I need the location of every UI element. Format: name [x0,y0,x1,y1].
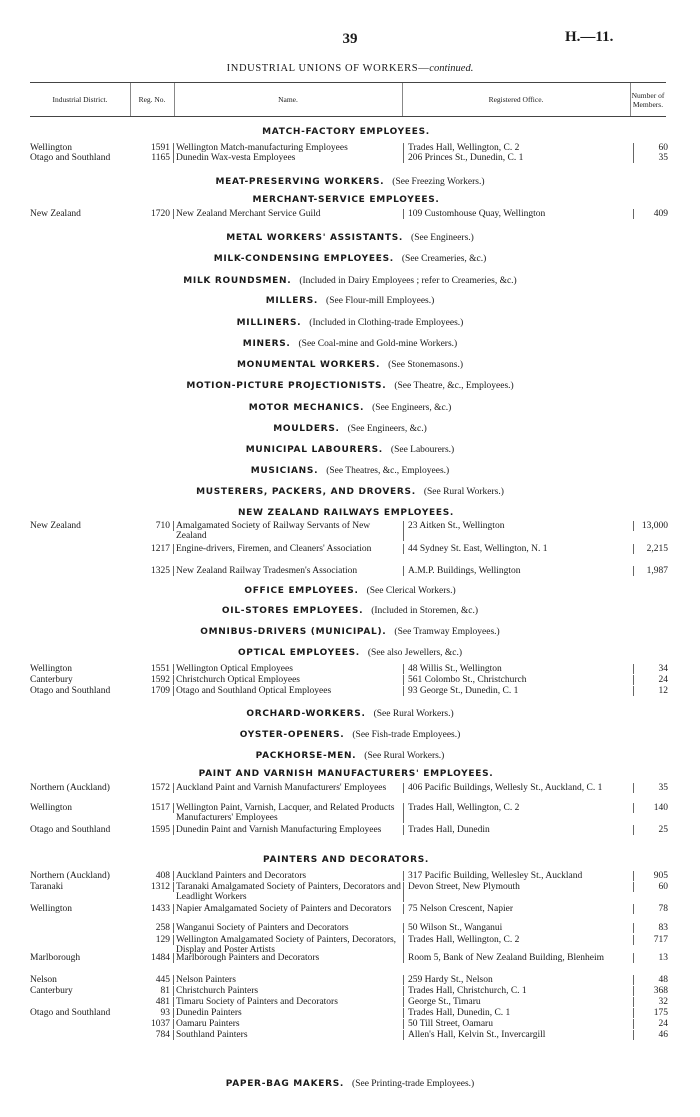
page-title [0,63,700,74]
cell-district: Wellington [30,664,72,674]
section-title: PACKHORSE-MEN. [255,751,357,761]
section-heading [0,627,700,637]
cell-reg: 81 [130,986,174,996]
section-heading [0,508,700,518]
cell-district: Wellington [30,803,72,813]
cell-name: Auckland Paint and Varnish Manufacturers' Employees [176,783,404,793]
cell-members: 24 [658,1019,668,1029]
section-heading [0,855,700,865]
cell-reg: 93 [130,1008,174,1018]
section-title: MILLINERS. [236,318,302,328]
cell-district: Otago and Southland [30,686,111,696]
section-heading [0,360,700,370]
section-note: (See Rural Workers.) [373,709,454,719]
cell-members: 60 [658,882,668,892]
cell-members: 35 [658,153,668,163]
cell-name: Southland Painters [176,1030,404,1040]
cell-reg: 258 [130,923,174,933]
cell-office: 44 Sydney St. East, Wellington, N. 1 [408,544,634,554]
section-heading [0,233,700,243]
cell-reg: 1312 [130,882,174,892]
cell-members: 35 [658,783,668,793]
cell-name: Engine-drivers, Firemen, and Cleaners' Association [176,544,404,554]
section-title: MONUMENTAL WORKERS. [236,360,381,370]
section-heading [0,606,700,616]
header-members: Number of Members. [631,90,665,109]
cell-reg: 1517 [130,803,174,813]
cell-name: New Zealand Merchant Service Guild [176,209,404,219]
cell-name: Wellington Paint, Varnish, Lacquer, and Related Products Manufacturers' Employees [176,803,404,823]
section-heading [0,339,700,349]
cell-name: Otago and Southland Optical Employees [176,686,404,696]
section-note: (Included in Dairy Employees ; refer to Creameries, &c.) [299,276,517,286]
cell-members: 60 [658,143,668,153]
page-reference: H.—11. [565,29,614,45]
section-heading [0,403,700,413]
cell-reg: 1433 [130,904,174,914]
cell-district: Nelson [30,975,57,985]
cell-district: Otago and Southland [30,1008,111,1018]
cell-reg: 1595 [130,825,174,835]
section-heading [0,730,700,740]
section-title: MATCH-FACTORY EMPLOYEES. [262,127,430,137]
cell-members: 25 [658,825,668,835]
cell-members: 140 [653,803,668,813]
section-title: ORCHARD-WORKERS. [246,709,366,719]
cell-office: 75 Nelson Crescent, Napier [408,904,634,914]
cell-members: 905 [653,871,668,881]
cell-office: 406 Pacific Buildings, Wellesly St., Auckland, C. 1 [408,783,634,793]
cell-office: 109 Customhouse Quay, Wellington [408,209,634,219]
section-note: (See Rural Workers.) [423,487,504,497]
cell-members: 13 [658,953,668,963]
section-heading [0,318,700,328]
section-title: OPTICAL EMPLOYEES. [237,648,360,658]
cell-name: Christchurch Painters [176,986,404,996]
section-heading [0,1079,700,1089]
section-note: (See Tramway Employees.) [394,627,500,637]
cell-reg: 481 [130,997,174,1007]
cell-members: 78 [658,904,668,914]
section-heading [0,466,700,476]
cell-district: Northern (Auckland) [30,783,110,793]
cell-reg: 1165 [130,153,174,163]
section-title: OIL-STORES EMPLOYEES. [221,606,364,616]
section-note: (See Printing-trade Employees.) [352,1079,475,1089]
cell-reg: 1720 [130,209,174,219]
title-continued: continued. [429,63,474,74]
cell-office: Allen's Hall, Kelvin St., Invercargill [408,1030,634,1040]
section-heading [0,648,700,658]
section-note: (See Stonemasons.) [388,360,464,370]
cell-name: Oamaru Painters [176,1019,404,1029]
section-heading [0,381,700,391]
cell-reg: 1592 [130,675,174,685]
section-heading [0,296,700,306]
cell-name: Marlborough Painters and Decorators [176,953,404,963]
section-title: MILLERS. [265,296,319,306]
cell-reg: 1551 [130,664,174,674]
cell-district: Canterbury [30,675,73,685]
cell-office: Trades Hall, Wellington, C. 2 [408,935,634,945]
section-note: (Included in Clothing-trade Employees.) [309,318,464,328]
cell-name: Wellington Match-manufacturing Employees [176,143,404,153]
cell-office: Devon Street, New Plymouth [408,882,634,892]
cell-members: 83 [658,923,668,933]
cell-name: Dunedin Paint and Varnish Manufacturing Employees [176,825,404,835]
cell-office: Trades Hall, Christchurch, C. 1 [408,986,634,996]
cell-reg: 1325 [130,566,174,576]
cell-office: 48 Willis St., Wellington [408,664,634,674]
section-title: PAPER-BAG MAKERS. [225,1079,345,1089]
cell-members: 2,215 [646,544,668,554]
cell-office: 317 Pacific Building, Wellesley St., Auckland [408,871,634,881]
cell-name: New Zealand Railway Tradesmen's Association [176,566,404,576]
cell-office: 259 Hardy St., Nelson [408,975,634,985]
section-title: MILK ROUNDSMEN. [183,276,292,286]
section-heading [0,586,700,596]
cell-office: 206 Princes St., Dunedin, C. 1 [408,153,634,163]
section-note: (See Engineers.) [411,233,474,243]
cell-name: Dunedin Painters [176,1008,404,1018]
section-title: PAINTERS AND DECORATORS. [262,855,430,865]
section-title: MUNICIPAL LABOURERS. [245,445,383,455]
section-note: (See Rural Workers.) [364,751,445,761]
cell-office: Trades Hall, Dunedin, C. 1 [408,1008,634,1018]
cell-office: George St., Timaru [408,997,634,1007]
cell-name: Napier Amalgamated Society of Painters and Decorators [176,904,404,914]
cell-office: Trades Hall, Dunedin [408,825,634,835]
cell-district: Otago and Southland [30,153,111,163]
cell-district: New Zealand [30,521,81,531]
cell-office: A.M.P. Buildings, Wellington [408,566,634,576]
page-number: 39 [342,31,358,47]
cell-reg: 1217 [130,544,174,554]
section-heading [0,177,700,187]
cell-office: Trades Hall, Wellington, C. 2 [408,143,634,153]
section-title: MERCHANT-SERVICE EMPLOYEES. [252,195,440,205]
section-title: MUSICIANS. [250,466,319,476]
cell-reg: 784 [130,1030,174,1040]
cell-district: Marlborough [30,953,81,963]
section-note: (See Clerical Workers.) [366,586,456,596]
section-title: NEW ZEALAND RAILWAYS EMPLOYEES. [237,508,455,518]
header-district: Industrial District. [30,83,131,116]
cell-name: Wanganui Society of Painters and Decorators [176,923,404,933]
cell-reg: 445 [130,975,174,985]
title-main: INDUSTRIAL UNIONS OF WORKERS— [226,63,430,74]
section-title: MUSTERERS, PACKERS, AND DROVERS. [196,487,416,497]
cell-members: 32 [658,997,668,1007]
table-header [30,82,666,117]
section-title: OYSTER-OPENERS. [239,730,345,740]
section-note: (See Theatre, &c., Employees.) [394,381,514,391]
section-heading [0,445,700,455]
cell-name: Christchurch Optical Employees [176,675,404,685]
section-note: (See Theatres, &c., Employees.) [326,466,450,476]
cell-office: 23 Aitken St., Wellington [408,521,634,531]
cell-office: Trades Hall, Wellington, C. 2 [408,803,634,813]
cell-name: Taranaki Amalgamated Society of Painters, Decorators and Leadlight Workers [176,882,404,902]
section-note: (See Coal-mine and Gold-mine Workers.) [298,339,458,349]
cell-members: 13,000 [641,521,668,531]
cell-members: 24 [658,675,668,685]
cell-reg: 1037 [130,1019,174,1029]
cell-name: Dunedin Wax-vesta Employees [176,153,404,163]
cell-office: 50 Wilson St., Wanganui [408,923,634,933]
cell-reg: 1484 [130,953,174,963]
section-note: (See Creameries, &c.) [401,254,487,264]
section-note: (See Engineers, &c.) [372,403,452,413]
section-heading [0,127,700,137]
section-title: MOTION-PICTURE PROJECTIONISTS. [186,381,387,391]
section-title: OFFICE EMPLOYEES. [244,586,359,596]
header-reg: Reg. No. [130,83,175,116]
section-heading [0,751,700,761]
cell-members: 46 [658,1030,668,1040]
cell-reg: 710 [130,521,174,531]
cell-members: 12 [658,686,668,696]
section-heading [0,424,700,434]
section-note: (See Fish-trade Employees.) [352,730,461,740]
cell-district: Otago and Southland [30,825,111,835]
cell-district: Wellington [30,904,72,914]
header-name: Name. [174,83,403,116]
cell-members: 48 [658,975,668,985]
cell-members: 717 [653,935,668,945]
cell-members: 368 [653,986,668,996]
cell-district: Taranaki [30,882,64,892]
cell-name: Wellington Optical Employees [176,664,404,674]
cell-members: 175 [653,1008,668,1018]
cell-reg: 1572 [130,783,174,793]
header-office: Registered Office. [402,83,631,116]
section-title: MINERS. [242,339,291,349]
cell-office: 50 Till Street, Oamaru [408,1019,634,1029]
section-title: PAINT AND VARNISH MANUFACTURERS' EMPLOYEES. [198,769,494,779]
section-note: (Included in Storemen, &c.) [371,606,479,616]
section-title: OMNIBUS-DRIVERS (MUNICIPAL). [200,627,387,637]
cell-district: Wellington [30,143,72,153]
section-heading [0,769,700,779]
section-title: METAL WORKERS' ASSISTANTS. [226,233,404,243]
section-title: MOULDERS. [273,424,340,434]
section-note: (See Engineers, &c.) [347,424,427,434]
section-heading [0,195,700,205]
cell-office: 93 George St., Dunedin, C. 1 [408,686,634,696]
cell-members: 1,987 [646,566,668,576]
cell-reg: 408 [130,871,174,881]
section-heading [0,276,700,286]
cell-name: Wellington Amalgamated Society of Painters, Decorators, Display and Poster Artists [176,935,404,955]
cell-name: Nelson Painters [176,975,404,985]
section-title: MILK-CONDENSING EMPLOYEES. [213,254,394,264]
section-heading [0,709,700,719]
cell-district: Canterbury [30,986,73,996]
cell-reg: 1709 [130,686,174,696]
cell-name: Auckland Painters and Decorators [176,871,404,881]
section-title: MEAT-PRESERVING WORKERS. [215,177,385,187]
cell-members: 409 [653,209,668,219]
cell-name: Amalgamated Society of Railway Servants of New Zealand [176,521,404,541]
cell-reg: 129 [130,935,174,945]
section-heading [0,487,700,497]
section-note: (See also Jewellers, &c.) [367,648,463,658]
section-note: (See Freezing Workers.) [392,177,485,187]
cell-office: 561 Colombo St., Christchurch [408,675,634,685]
section-title: MOTOR MECHANICS. [248,403,365,413]
section-note: (See Labourers.) [390,445,455,455]
cell-district: Northern (Auckland) [30,871,110,881]
cell-office: Room 5, Bank of New Zealand Building, Blenheim [408,953,634,963]
cell-members: 34 [658,664,668,674]
cell-district: New Zealand [30,209,81,219]
section-heading [0,254,700,264]
cell-reg: 1591 [130,143,174,153]
cell-name: Timaru Society of Painters and Decorators [176,997,404,1007]
section-note: (See Flour-mill Employees.) [326,296,435,306]
